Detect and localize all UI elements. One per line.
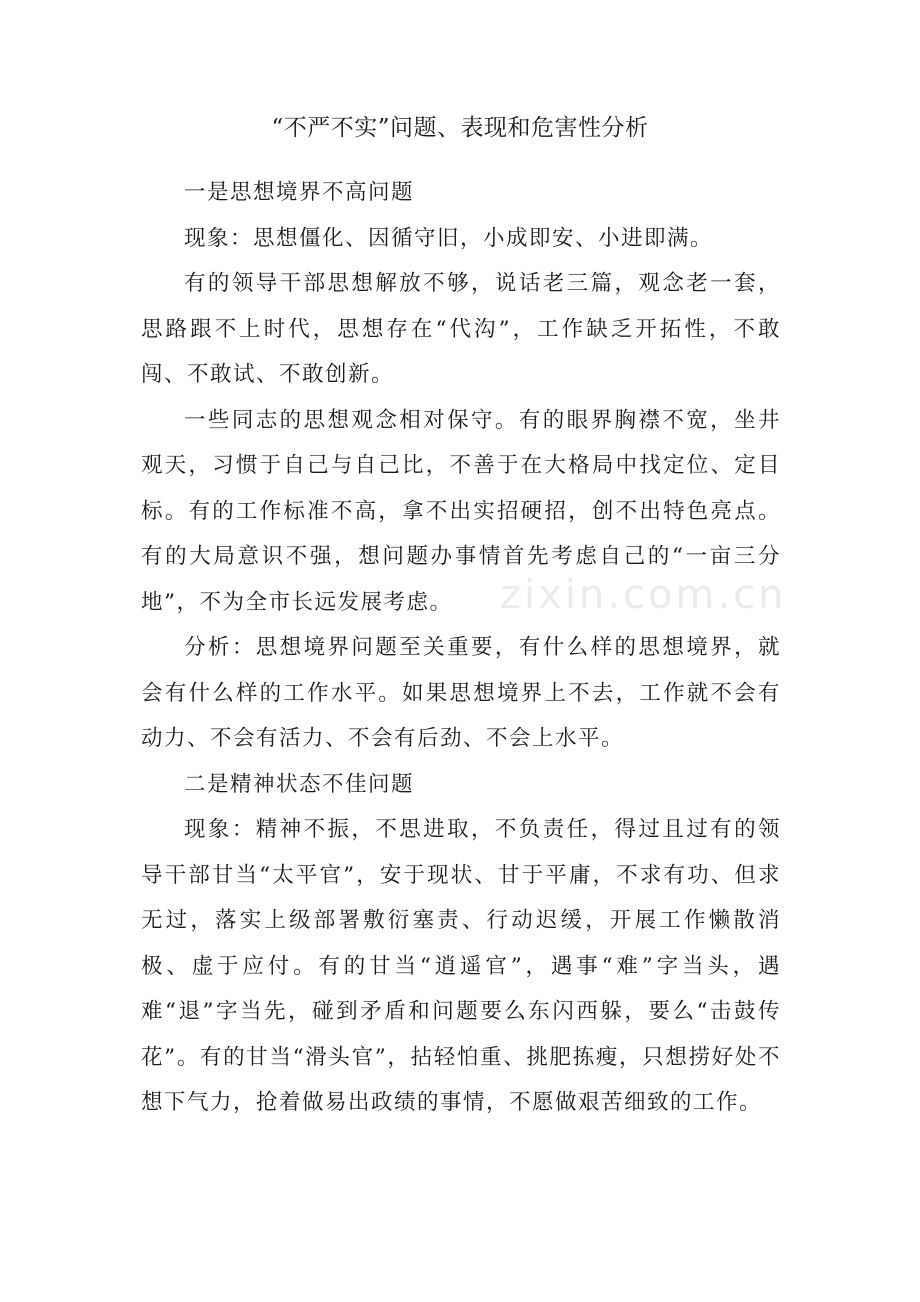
document-body: [141, 170, 781, 1126]
paragraph: 有的领导干部思想解放不够，说话老三篇，观念老一套，思路跟不上时代，思想存在“代沟”，工作缺乏开拓性，不敢闯、不敢试、不敢创新。: [141, 271, 781, 387]
paragraph-phenomenon-2: 现象：精神不振，不思进取，不负责任，得过且过有的领导干部甘当“太平官”，安于现状、甘于平庸，不求有功、但求无过，落实上级部署敷衍塞责、行动迟缓，开展工作懒散消极、虚于应付。有的甘当“逍遥官”，遇事“难”字当头，遇难“退”字当先，碰到矛盾和问题要么东闪西躲，要么“击鼓传花”。有的甘当“滑头官”，拈轻怕重、挑肥拣瘦，只想捞好处不想下气力，抢着做易出政绩的事情，不愿做艰苦细致的工作。: [141, 817, 781, 1115]
section-heading-2: 二是精神状态不佳问题: [184, 771, 415, 797]
paragraph: 一些同志的思想观念相对保守。有的眼界胸襟不宽，坐井观天，习惯于自己与自己比，不善于在大格局中找定位、定目标。有的工作标准不高，拿不出实招硬招，创不出特色亮点。有的大局意识不强，想问题办事情首先考虑自己的“一亩三分地”，不为全市长远发展考虑。: [141, 407, 781, 615]
document-title: “不严不实”问题、表现和危害性分析: [271, 115, 649, 141]
paragraph-analysis-1: 分析：思想境界问题至关重要，有什么样的思想境界，就会有什么样的工作水平。如果思想境界上不去，工作就不会有动力、不会有活力、不会有后劲、不会上水平。: [141, 635, 781, 751]
paragraph-phenomenon-1: 现象：思想僵化、因循守旧，小成即安、小进即满。: [184, 225, 714, 251]
watermark: zixin.com.cn: [500, 572, 787, 618]
section-heading-1: 一是思想境界不高问题: [184, 180, 415, 205]
